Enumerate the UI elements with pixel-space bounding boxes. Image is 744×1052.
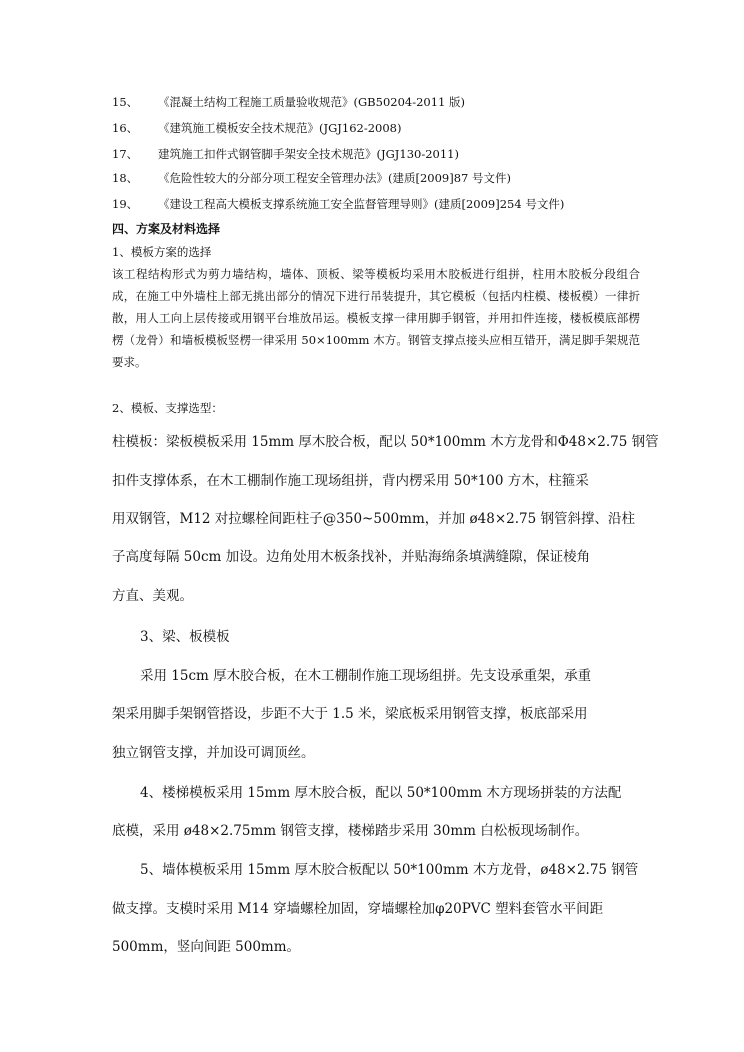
wall-formwork-line: 5、墙体模板采用 15mm 厚木胶合板配以 50*100mm 木方龙骨，ø48×2.75 钢管: [140, 862, 639, 878]
column-formwork-line: 方直、美观。: [112, 588, 193, 604]
stair-formwork-line: 底模，采用 ø48×2.75mm 钢管支撑，楼梯踏步采用 30mm 白松板现场制作。: [112, 823, 589, 839]
reference-item: [112, 146, 459, 162]
reference-number: 18、: [112, 171, 139, 185]
reference-text: 建筑施工扣件式钢管脚手架安全技术规范》(JGJ130-2011): [158, 147, 459, 161]
subsection-title: 1、模板方案的选择: [112, 245, 212, 259]
column-formwork-line: 子高度每隔 50cm 加设。边角处用木板条找补，并贴海绵条填满缝隙，保证棱角: [112, 549, 591, 565]
beam-formwork-line: 独立钢管支撑，并加设可调顶丝。: [112, 745, 315, 761]
subsection-title: 2、模板、支撑选型：: [112, 401, 223, 415]
scheme-paragraph: 该工程结构形式为剪力墙结构，墙体、顶板、梁等模板均采用木胶板进行组拼，柱用木胶板分段组合成，在施工中外墙柱上部无挑出部分的情况下进行吊装提升，其它模板（包括内柱模、楼板模）一律折散，用人工向上层传接或用钢平台堆放吊运。模板支撑一律用脚手钢管，并用扣件连接，楼板模底部楞楞（龙骨）和墙板模板竖楞一律采用 50×100mm 木方。钢管支撑点接头应相互错开，满足脚手架规范要求。: [112, 267, 640, 369]
wall-formwork-line: 500mm，竖向间距 500mm。: [112, 939, 301, 955]
column-formwork-line: 扣件支撑体系，在木工棚制作施工现场组拼，背内楞采用 50*100 方木，柱箍采: [112, 473, 589, 489]
reference-text: 《建筑施工模板安全技术规范》(JGJ162-2008): [158, 121, 402, 135]
beam-formwork-line: 架采用脚手架钢管搭设，步距不大于 1.5 米，梁底板采用钢管支撑，板底部采用: [112, 706, 588, 722]
reference-item: [112, 94, 465, 110]
column-formwork-line: 柱模板：梁板模板采用 15mm 厚木胶合板，配以 50*100mm 木方龙骨和Φ48×2.75 钢管: [112, 434, 659, 450]
section-heading: 四、方案及材料选择: [112, 222, 221, 236]
reference-text: 《混凝土结构工程施工质量验收规范》(GB50204-2011 版): [158, 95, 465, 109]
reference-number: 19、: [112, 197, 139, 211]
reference-item: [112, 196, 564, 212]
stair-formwork-line: 4、楼梯模板采用 15mm 厚木胶合板，配以 50*100mm 木方现场拼装的方法配: [140, 785, 622, 801]
reference-number: 17、: [112, 147, 139, 161]
reference-number: 15、: [112, 95, 139, 109]
reference-item: [112, 120, 401, 136]
beam-formwork-line: 采用 15cm 厚木胶合板，在木工棚制作施工现场组拼。先支设承重架，承重: [140, 668, 592, 684]
wall-formwork-line: 做支撑。支模时采用 M14 穿墙螺栓加固，穿墙螺栓加φ20PVC 塑料套管水平间距: [112, 901, 604, 917]
reference-item: [112, 170, 511, 186]
subsection-title: 3、梁、板模板: [140, 629, 230, 645]
reference-text: 《建设工程高大模板支撑系统施工安全监督管理导则》(建质[2009]254 号文件): [158, 197, 565, 211]
column-formwork-line: 用双钢管，M12 对拉螺栓间距柱子@350~500mm，并加 ø48×2.75 钢管斜撑、沿柱: [112, 511, 635, 527]
reference-number: 16、: [112, 121, 139, 135]
reference-text: 《危险性较大的分部分项工程安全管理办法》(建质[2009]87 号文件): [158, 171, 511, 185]
